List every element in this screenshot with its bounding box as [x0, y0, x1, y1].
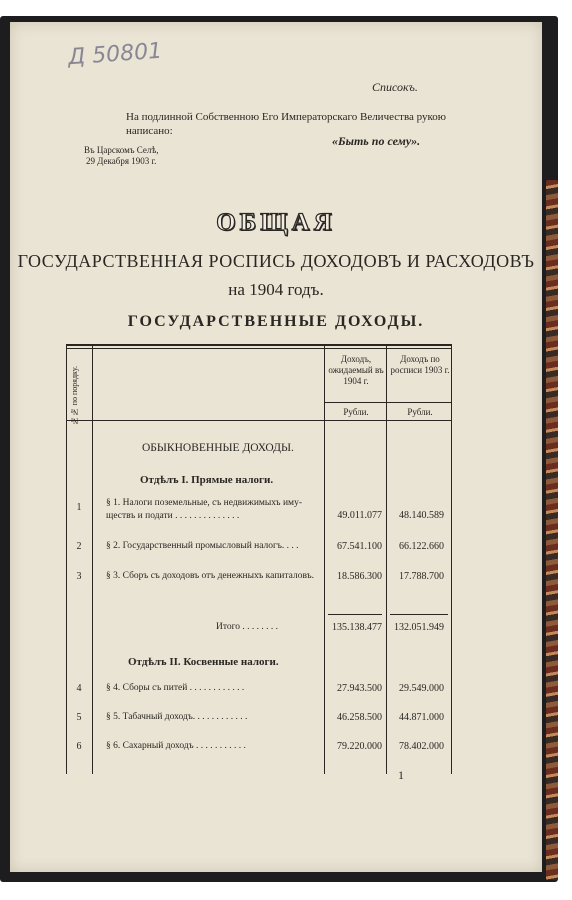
value-budget: 78.402.000	[399, 741, 444, 752]
col-divider-1	[92, 344, 93, 774]
imperial-note: На подлинной Собственною Его Императорскаго Величества рукою написано:	[126, 111, 446, 137]
row-description: § 5. Табачный доходъ. . . . . . . . . . . .	[106, 712, 248, 722]
value-budget: 17.788.700	[399, 571, 444, 582]
table-left-border	[66, 344, 67, 774]
copy-label: Списокъ.	[372, 80, 418, 94]
value-budget: 44.871.000	[399, 712, 444, 723]
section-ordinary-revenues: ОБЫКНОВЕННЫЕ ДОХОДЫ.	[142, 442, 294, 454]
total-budget: 132.051.949	[394, 622, 444, 633]
row-number: 6	[76, 741, 82, 752]
unit-budget: Рубли.	[407, 407, 433, 417]
part1-title: Отдѣлъ I. Прямые налоги.	[140, 474, 274, 486]
row-number: 1	[76, 502, 82, 513]
value-budget: 66.122.660	[399, 541, 444, 552]
place-text: Въ Царскомъ Селѣ,	[84, 145, 159, 155]
col-header-budget: Доходъ по росписи 1903 г.	[390, 354, 450, 375]
marbled-edge	[546, 180, 558, 880]
document-year: на 1904 годъ.	[228, 280, 324, 299]
value-budget: 29.549.000	[399, 683, 444, 694]
pencil-inventory-mark: Д 50801	[67, 38, 163, 71]
col-divider-2	[324, 344, 325, 774]
table-top-inner-border	[66, 348, 452, 349]
value-budget: 48.140.589	[399, 510, 444, 521]
total-label: Итого . . . . . . . .	[216, 622, 279, 632]
value-expected: 67.541.100	[337, 541, 382, 552]
total-line-2	[390, 614, 448, 615]
section-heading: ГОСУДАРСТВЕННЫЕ ДОХОДЫ.	[127, 313, 425, 330]
imperial-resolution: «Быть по сему».	[332, 134, 421, 148]
value-expected: 27.943.500	[337, 683, 382, 694]
unit-row-border	[324, 402, 452, 403]
document-title: ОБЩАЯ	[216, 209, 336, 236]
place-and-date	[84, 145, 158, 167]
date-text: 29 Декабря 1903 г.	[86, 156, 157, 166]
col-divider-3	[386, 344, 387, 774]
value-expected: 18.586.300	[337, 571, 382, 582]
document-page	[10, 22, 542, 872]
total-expected: 135.138.477	[332, 622, 382, 633]
total-line-1	[328, 614, 382, 615]
row-description: § 2. Государственный промысловый налогъ. . . .	[106, 541, 299, 551]
table-top-border	[66, 344, 452, 346]
part2-title: Отдѣлъ II. Косвенные налоги.	[128, 656, 279, 668]
row-description: § 1. Налоги поземельные, съ недвижимыхъ иму-	[106, 498, 302, 508]
document-subtitle: ГОСУДАРСТВЕННАЯ РОСПИСЬ ДОХОДОВЪ И РАСХОДОВЪ	[17, 251, 535, 271]
row-number: 2	[76, 541, 82, 552]
row-number: 5	[76, 712, 82, 723]
row-description: § 4. Сборы съ питей . . . . . . . . . . . .	[106, 683, 245, 693]
col-header-expected: Доходъ, ожидаемый въ 1904 г.	[328, 354, 384, 386]
row-description: § 3. Сборъ съ доходовъ отъ денежныхъ капиталовъ.	[106, 571, 314, 581]
header-bottom-border	[66, 420, 452, 421]
row-description-cont: ществъ и подати . . . . . . . . . . . . . .	[106, 511, 240, 521]
revenue-table	[66, 344, 452, 774]
value-expected: 46.258.500	[337, 712, 382, 723]
value-expected: 79.220.000	[337, 741, 382, 752]
page-number: 1	[398, 768, 404, 782]
row-number: 4	[76, 683, 82, 694]
value-expected: 49.011.077	[337, 510, 382, 521]
unit-expected: Рубли.	[343, 407, 369, 417]
row-description: § 6. Сахарный доходъ . . . . . . . . . . .	[106, 741, 246, 751]
table-right-border	[451, 344, 452, 774]
col-header-number: №№ по порядку.	[70, 366, 79, 426]
row-number: 3	[76, 571, 82, 582]
